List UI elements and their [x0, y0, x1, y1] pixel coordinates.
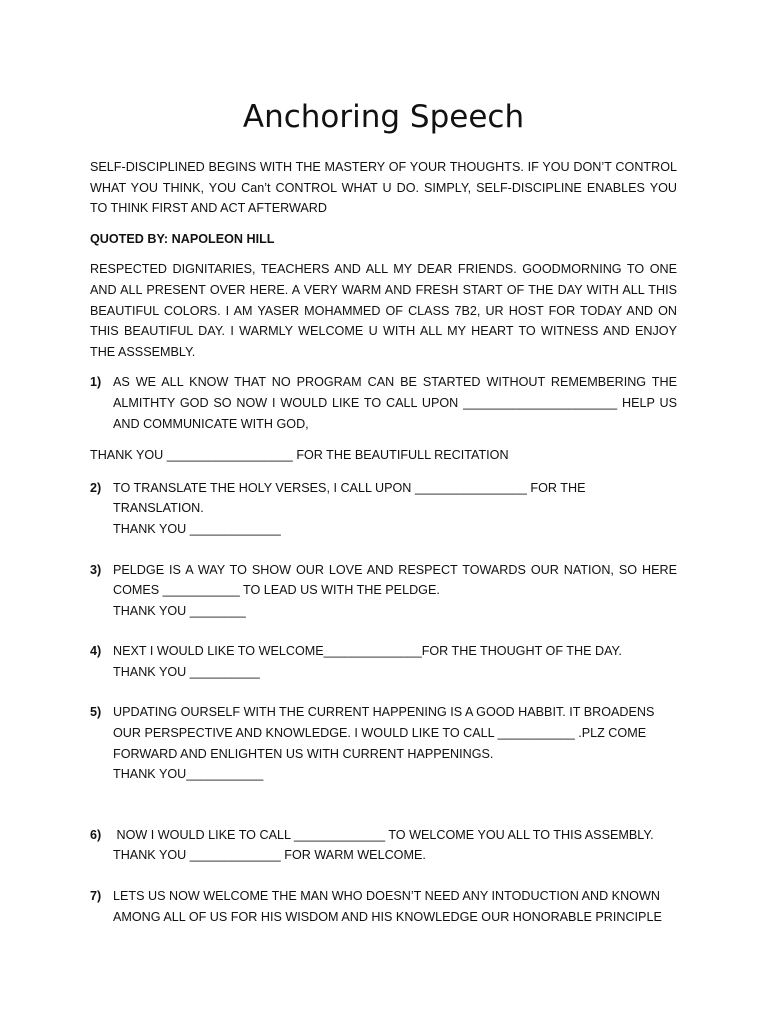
item-number: 7)	[90, 889, 102, 904]
thanks-recitation: THANK YOU __________________ FOR THE BEAUTIFULL RECITATION	[90, 448, 509, 463]
item-line: UPDATING OURSELF WITH THE CURRENT HAPPENING IS A GOOD HABBIT. IT BROADENS	[113, 705, 655, 720]
item-line: NOW I WOULD LIKE TO CALL _____________ TO WELCOME YOU ALL TO THIS ASSEMBLY.	[113, 827, 654, 842]
item-line: THANK YOU ________	[113, 603, 246, 618]
item-line: THANK YOU _____________	[113, 521, 281, 536]
item-number: 3)	[90, 562, 102, 577]
document-title: Anchoring Speech	[242, 99, 525, 135]
list-item	[90, 825, 677, 866]
item-text: AS WE ALL KNOW THAT NO PROGRAM CAN BE STARTED WITHOUT REMEMBERING THE ALMITHTY GOD SO NOW I WOULD LIKE TO CALL UPON ______________________ HELP US AND COMMUNICATE WITH GOD,	[113, 375, 677, 431]
item-line: THANK YOU _____________ FOR WARM WELCOME.	[113, 848, 426, 863]
list-item	[90, 372, 677, 434]
list-item	[90, 560, 677, 622]
item-line: PELDGE IS A WAY TO SHOW OUR LOVE AND RESPECT TOWARDS OUR NATION, SO HERE COMES ___________ TO LEAD US WITH THE PELDGE.	[113, 562, 677, 598]
item-line: TO TRANSLATE THE HOLY VERSES, I CALL UPON ________________ FOR THE TRANSLATION.	[113, 480, 586, 516]
item-line: LETS US NOW WELCOME THE MAN WHO DOESN’T NEED ANY INTODUCTION AND KNOWN	[113, 889, 660, 904]
item-line: THANK YOU __________	[113, 664, 260, 679]
list-item	[90, 641, 677, 682]
item-number: 2)	[90, 480, 102, 495]
item-number: 6)	[90, 827, 102, 842]
item-number: 5)	[90, 705, 102, 720]
quote-attribution: QUOTED BY: NAPOLEON HILL	[90, 231, 275, 246]
item-line: FORWARD AND ENLIGHTEN US WITH CURRENT HAPPENINGS.	[113, 746, 494, 761]
list-item	[90, 702, 677, 784]
item-number: 4)	[90, 644, 102, 659]
intro-paragraph: SELF-DISCIPLINED BEGINS WITH THE MASTERY OF YOUR THOUGHTS. IF YOU DON’T CONTROL WHAT YOU THINK, YOU Can’t CONTROL WHAT U DO. SIMPLY, SELF-DISCIPLINE ENABLES YOU TO THINK FIRST AND ACT AFTERWARD	[90, 160, 677, 216]
welcome-paragraph: RESPECTED DIGNITARIES, TEACHERS AND ALL MY DEAR FRIENDS. GOODMORNING TO ONE AND ALL PRESENT OVER HERE. A VERY WARM AND FRESH START OF THE DAY WITH ALL THIS BEAUTIFUL COLORS. I AM YASER MOHAMMED OF CLASS 7B2, UR HOST FOR TODAY AND ON THIS BEAUTIFUL DAY. I WARMLY WELCOME U WITH ALL MY HEART TO WITNESS AND ENJOY THE ASSSEMBLY.	[90, 262, 677, 359]
item-line: AMONG ALL OF US FOR HIS WISDOM AND HIS KNOWLEDGE OUR HONORABLE PRINCIPLE	[113, 909, 662, 924]
item-line: OUR PERSPECTIVE AND KNOWLEDGE. I WOULD LIKE TO CALL ___________ .PLZ COME	[113, 726, 647, 741]
document-page	[90, 95, 677, 927]
list-item	[90, 478, 677, 540]
list-item	[90, 886, 677, 927]
item-line: THANK YOU___________	[113, 767, 264, 782]
item-number: 1)	[90, 375, 102, 390]
item-line: NEXT I WOULD LIKE TO WELCOME______________FOR THE THOUGHT OF THE DAY.	[113, 644, 622, 659]
